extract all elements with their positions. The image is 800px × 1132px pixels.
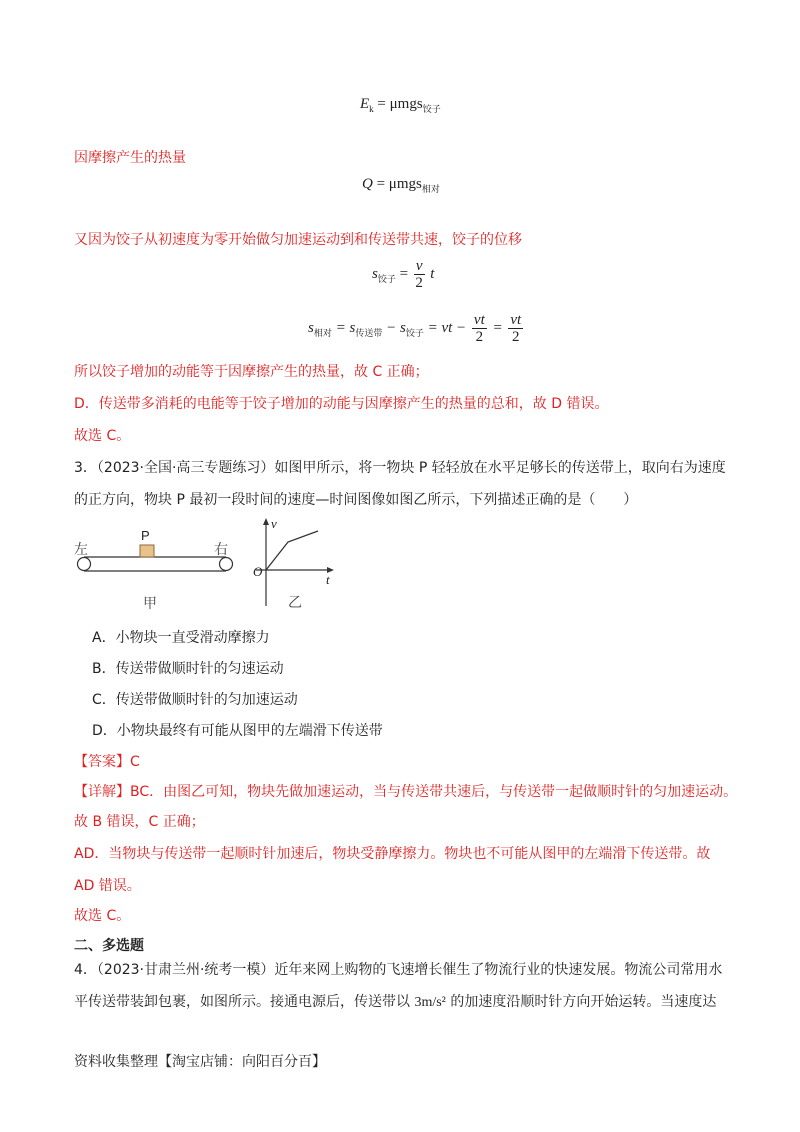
q3-option-d: D．小物块最终有可能从图甲的左端滑下传送带 <box>92 723 383 739</box>
conclusion-c: 所以饺子增加的动能等于因摩擦产生的热量，故 C 正确； <box>74 364 429 380</box>
figure-vt-graph <box>250 514 340 618</box>
origin-label: O <box>253 564 263 579</box>
equation-dumpling-displacement: $s_{饺子}$ = $\frac{v}{2}$ t <box>372 258 435 291</box>
q3-answer: 【答案】C <box>74 754 140 770</box>
q3-option-a: A．小物块一直受滑动摩擦力 <box>92 630 270 646</box>
left-label: 左 <box>74 542 88 558</box>
displacement-intro: 又因为饺子从初速度为零开始做匀加速运动到和传送带共速，饺子的位移 <box>74 232 522 248</box>
t-axis-label: t <box>326 572 330 587</box>
q3-option-c: C．传送带做顺时针的匀加速运动 <box>92 692 298 708</box>
choose-c: 故选 C。 <box>74 428 131 444</box>
q3-detail-line3: AD．当物块与传送带一起顺时针加速后，物块受静摩擦力。物块也不可能从图甲的左端滑下传送带。故 <box>74 846 711 862</box>
equation-kinetic-energy: $E_k = \mu mgs_{饺子}$ <box>360 96 441 114</box>
q4-stem-line1: 4．（2023·甘肃兰州·统考一模）近年来网上购物的飞速增长催生了物流行业的快速发展。物流公司常用水 <box>74 962 723 978</box>
q3-detail-line1: 【详解】BC．由图乙可知，物块先做加速运动，当与传送带共速后，与传送带一起做顺时针的匀加速运动。 <box>74 784 738 800</box>
fraction: $\frac{vt}{2}$ <box>473 312 485 345</box>
figure-jia-label: 甲 <box>143 596 157 612</box>
q3-stem-line1: 3．（2023·全国·高三专题练习）如图甲所示，将一物块 P 轻轻放在水平足够长的传送带上，取向右为速度 <box>74 460 726 476</box>
velocity-curve <box>266 531 318 570</box>
equation-relative-displacement: $s_{相对} = s_{传送带} - s_{饺子}$ = vt − $\frac{vt}{2}$ = $\frac{vt}{2}$ <box>308 312 522 345</box>
equation-heat: Q = μmgs$_{相对}$ <box>362 176 440 194</box>
right-roller <box>220 558 233 571</box>
fraction: $\frac{vt}{2}$ <box>510 312 522 345</box>
v-axis-arrow <box>263 518 269 525</box>
q3-stem-line2: 的正方向，物块 P 最初一段时间的速度—时间图像如图乙所示，下列描述正确的是（ ） <box>74 492 638 508</box>
q4-stem-line2: 平传送带装卸包裹，如图所示。接通电源后，传送带以 3m/s² 的加速度沿顺时针方向开始运转。当速度达 <box>74 994 717 1010</box>
right-label: 右 <box>214 542 228 558</box>
section-multiple-choice-heading: 二、多选题 <box>74 938 144 954</box>
q3-choose: 故选 C。 <box>74 908 131 924</box>
left-roller <box>78 558 91 571</box>
block-p-label: P <box>141 528 150 543</box>
figure-conveyor <box>70 520 240 620</box>
footer-source-note: 资料收集整理【淘宝店铺：向阳百分百】 <box>74 1054 326 1070</box>
q3-detail-line4: AD 错误。 <box>74 878 141 894</box>
fraction: $\frac{v}{2}$ <box>415 258 423 291</box>
q3-option-b: B．传送带做顺时针的匀速运动 <box>92 661 284 677</box>
figure-yi-label: 乙 <box>288 595 302 611</box>
q3-detail-line2: 故 B 错误，C 正确； <box>74 814 205 830</box>
v-axis-label: v <box>271 516 277 531</box>
heat-label: 因摩擦产生的热量 <box>74 150 186 166</box>
block-p <box>140 545 154 557</box>
conclusion-d: D．传送带多消耗的电能等于饺子增加的动能与因摩擦产生的热量的总和，故 D 错误。 <box>74 396 609 412</box>
